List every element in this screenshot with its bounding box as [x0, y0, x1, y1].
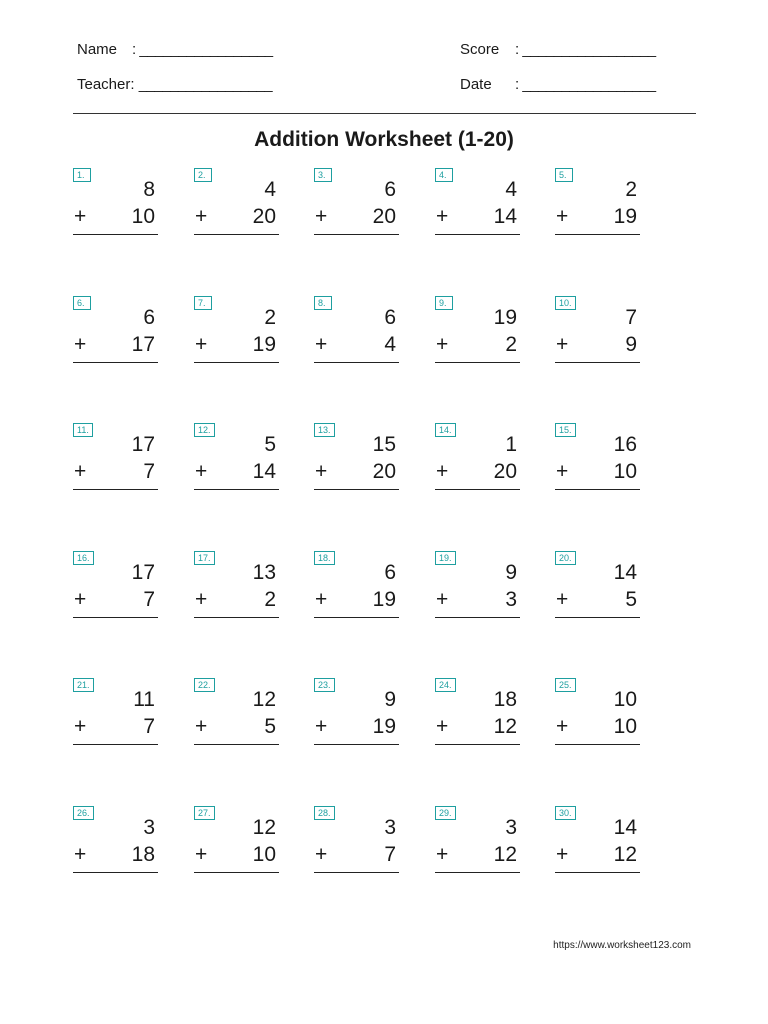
- first-addend: 2: [625, 178, 637, 201]
- plus-operator: +: [436, 715, 449, 738]
- answer-line[interactable]: [555, 744, 640, 745]
- answer-line[interactable]: [73, 744, 158, 745]
- plus-operator: +: [195, 715, 208, 738]
- answer-line[interactable]: [73, 489, 158, 490]
- plus-operator: +: [436, 333, 449, 356]
- date-blank[interactable]: : _________________: [515, 76, 656, 93]
- addition-problem: [435, 551, 521, 623]
- second-addend: 12: [493, 843, 517, 866]
- problem-number: 3.: [314, 168, 332, 182]
- addition-problem: [73, 806, 159, 878]
- second-addend: 14: [252, 460, 276, 483]
- addition-problem: [435, 168, 521, 240]
- plus-operator: +: [436, 460, 449, 483]
- problem-number: 20.: [555, 551, 576, 565]
- answer-line[interactable]: [555, 362, 640, 363]
- first-addend: 14: [613, 561, 637, 584]
- problem-number: 13.: [314, 423, 335, 437]
- first-addend: 2: [264, 306, 276, 329]
- answer-line[interactable]: [314, 872, 399, 873]
- addition-problem: [314, 551, 400, 623]
- answer-line[interactable]: [194, 362, 279, 363]
- answer-line[interactable]: [194, 234, 279, 235]
- answer-line[interactable]: [314, 744, 399, 745]
- problem-number: 8.: [314, 296, 332, 310]
- addition-problem: [435, 678, 521, 750]
- first-addend: 11: [133, 688, 155, 711]
- plus-operator: +: [436, 843, 449, 866]
- plus-operator: +: [195, 843, 208, 866]
- answer-line[interactable]: [555, 489, 640, 490]
- answer-line[interactable]: [555, 872, 640, 873]
- plus-operator: +: [74, 460, 87, 483]
- answer-line[interactable]: [435, 362, 520, 363]
- name-blank[interactable]: : _________________: [132, 41, 273, 58]
- addition-problem: [435, 296, 521, 368]
- plus-operator: +: [74, 588, 87, 611]
- first-addend: 10: [613, 688, 637, 711]
- problem-number: 4.: [435, 168, 453, 182]
- addition-problem: [555, 423, 641, 495]
- second-addend: 9: [625, 333, 637, 356]
- problem-number: 26.: [73, 806, 94, 820]
- first-addend: 16: [613, 433, 637, 456]
- addition-problem: [314, 678, 400, 750]
- second-addend: 20: [372, 460, 396, 483]
- problem-number: 28.: [314, 806, 335, 820]
- addition-problem: [73, 423, 159, 495]
- problem-number: 22.: [194, 678, 215, 692]
- problem-number: 7.: [194, 296, 212, 310]
- second-addend: 20: [493, 460, 517, 483]
- problem-number: 16.: [73, 551, 94, 565]
- problem-number: 23.: [314, 678, 335, 692]
- first-addend: 4: [264, 178, 276, 201]
- first-addend: 4: [505, 178, 517, 201]
- second-addend: 10: [252, 843, 276, 866]
- addition-problem: [194, 296, 280, 368]
- first-addend: 9: [505, 561, 517, 584]
- problem-number: 1.: [73, 168, 91, 182]
- problem-number: 17.: [194, 551, 215, 565]
- addition-problem: [194, 678, 280, 750]
- plus-operator: +: [315, 843, 328, 866]
- plus-operator: +: [315, 715, 328, 738]
- plus-operator: +: [74, 843, 87, 866]
- addition-problem: [314, 296, 400, 368]
- addition-problem: [194, 168, 280, 240]
- addition-problem: [555, 168, 641, 240]
- second-addend: 19: [252, 333, 276, 356]
- addition-problem: [73, 551, 159, 623]
- problem-number: 30.: [555, 806, 576, 820]
- plus-operator: +: [315, 460, 328, 483]
- second-addend: 10: [613, 715, 637, 738]
- plus-operator: +: [436, 588, 449, 611]
- plus-operator: +: [315, 205, 328, 228]
- answer-line[interactable]: [73, 362, 158, 363]
- first-addend: 7: [625, 306, 637, 329]
- first-addend: 3: [384, 816, 396, 839]
- second-addend: 2: [505, 333, 517, 356]
- second-addend: 19: [372, 715, 396, 738]
- addition-problem: [314, 423, 400, 495]
- first-addend: 12: [252, 688, 276, 711]
- problem-number: 18.: [314, 551, 335, 565]
- plus-operator: +: [556, 588, 569, 611]
- addition-problem: [435, 423, 521, 495]
- second-addend: 17: [131, 333, 155, 356]
- plus-operator: +: [195, 588, 208, 611]
- first-addend: 9: [384, 688, 396, 711]
- answer-line[interactable]: [314, 617, 399, 618]
- problem-number: 12.: [194, 423, 215, 437]
- addition-problem: [73, 168, 159, 240]
- problem-number: 11.: [73, 423, 93, 437]
- second-addend: 4: [384, 333, 396, 356]
- plus-operator: +: [74, 333, 87, 356]
- footer-url: https://www.worksheet123.com: [553, 940, 691, 951]
- answer-line[interactable]: [435, 234, 520, 235]
- first-addend: 6: [384, 178, 396, 201]
- first-addend: 6: [384, 561, 396, 584]
- first-addend: 15: [372, 433, 396, 456]
- first-addend: 19: [493, 306, 517, 329]
- first-addend: 1: [505, 433, 517, 456]
- problem-number: 25.: [555, 678, 576, 692]
- plus-operator: +: [315, 333, 328, 356]
- answer-line[interactable]: [194, 617, 279, 618]
- second-addend: 20: [252, 205, 276, 228]
- answer-line[interactable]: [555, 617, 640, 618]
- plus-operator: +: [195, 460, 208, 483]
- plus-operator: +: [556, 460, 569, 483]
- problem-number: 15.: [555, 423, 576, 437]
- teacher-label: Teacher:: [77, 76, 135, 93]
- addition-problem: [555, 296, 641, 368]
- first-addend: 13: [252, 561, 276, 584]
- problem-number: 24.: [435, 678, 456, 692]
- second-addend: 5: [264, 715, 276, 738]
- name-label: Name: [77, 41, 118, 58]
- addition-problem: [435, 806, 521, 878]
- answer-line[interactable]: [435, 617, 520, 618]
- second-addend: 19: [372, 588, 396, 611]
- addition-problem: [555, 806, 641, 878]
- second-addend: 7: [143, 460, 155, 483]
- answer-line[interactable]: [314, 489, 399, 490]
- score-blank[interactable]: : _________________: [515, 41, 656, 58]
- plus-operator: +: [556, 205, 569, 228]
- answer-line[interactable]: [435, 744, 520, 745]
- plus-operator: +: [195, 205, 208, 228]
- plus-operator: +: [74, 715, 87, 738]
- plus-operator: +: [556, 715, 569, 738]
- plus-operator: +: [195, 333, 208, 356]
- score-label: Score: [460, 41, 500, 58]
- answer-line[interactable]: [435, 872, 520, 873]
- plus-operator: +: [556, 333, 569, 356]
- plus-operator: +: [436, 205, 449, 228]
- date-label: Date: [460, 76, 492, 93]
- first-addend: 18: [493, 688, 517, 711]
- answer-line[interactable]: [314, 234, 399, 235]
- addition-problem: [194, 551, 280, 623]
- teacher-blank[interactable]: _________________: [138, 76, 273, 93]
- problem-number: 14.: [435, 423, 456, 437]
- first-addend: 6: [143, 306, 155, 329]
- problem-number: 5.: [555, 168, 573, 182]
- problem-number: 29.: [435, 806, 456, 820]
- problem-number: 27.: [194, 806, 215, 820]
- addition-problem: [314, 168, 400, 240]
- second-addend: 19: [613, 205, 637, 228]
- second-addend: 12: [493, 715, 517, 738]
- addition-problem: [73, 296, 159, 368]
- second-addend: 12: [613, 843, 637, 866]
- first-addend: 3: [505, 816, 517, 839]
- second-addend: 3: [505, 588, 517, 611]
- second-addend: 20: [372, 205, 396, 228]
- problem-number: 19.: [435, 551, 456, 565]
- first-addend: 8: [143, 178, 155, 201]
- first-addend: 17: [131, 433, 155, 456]
- second-addend: 10: [613, 460, 637, 483]
- first-addend: 5: [264, 433, 276, 456]
- addition-problem: [555, 551, 641, 623]
- problem-number: 2.: [194, 168, 212, 182]
- second-addend: 7: [384, 843, 396, 866]
- second-addend: 10: [131, 205, 155, 228]
- answer-line[interactable]: [73, 872, 158, 873]
- addition-problem: [555, 678, 641, 750]
- first-addend: 12: [252, 816, 276, 839]
- addition-problem: [194, 423, 280, 495]
- problem-number: 10.: [555, 296, 576, 310]
- first-addend: 6: [384, 306, 396, 329]
- addition-problem: [194, 806, 280, 878]
- answer-line[interactable]: [194, 872, 279, 873]
- plus-operator: +: [315, 588, 328, 611]
- plus-operator: +: [74, 205, 87, 228]
- second-addend: 5: [625, 588, 637, 611]
- first-addend: 14: [613, 816, 637, 839]
- plus-operator: +: [556, 843, 569, 866]
- problem-number: 9.: [435, 296, 453, 310]
- answer-line[interactable]: [194, 489, 279, 490]
- first-addend: 3: [143, 816, 155, 839]
- second-addend: 7: [143, 588, 155, 611]
- second-addend: 14: [493, 205, 517, 228]
- answer-line[interactable]: [73, 234, 158, 235]
- addition-problem: [73, 678, 159, 750]
- worksheet-title: Addition Worksheet (1-20): [254, 128, 514, 151]
- answer-line[interactable]: [435, 489, 520, 490]
- problem-number: 6.: [73, 296, 91, 310]
- answer-line[interactable]: [194, 744, 279, 745]
- answer-line[interactable]: [555, 234, 640, 235]
- answer-line[interactable]: [314, 362, 399, 363]
- addition-problem: [314, 806, 400, 878]
- answer-line[interactable]: [73, 617, 158, 618]
- second-addend: 7: [143, 715, 155, 738]
- second-addend: 2: [264, 588, 276, 611]
- problem-number: 21.: [73, 678, 94, 692]
- first-addend: 17: [131, 561, 155, 584]
- second-addend: 18: [131, 843, 155, 866]
